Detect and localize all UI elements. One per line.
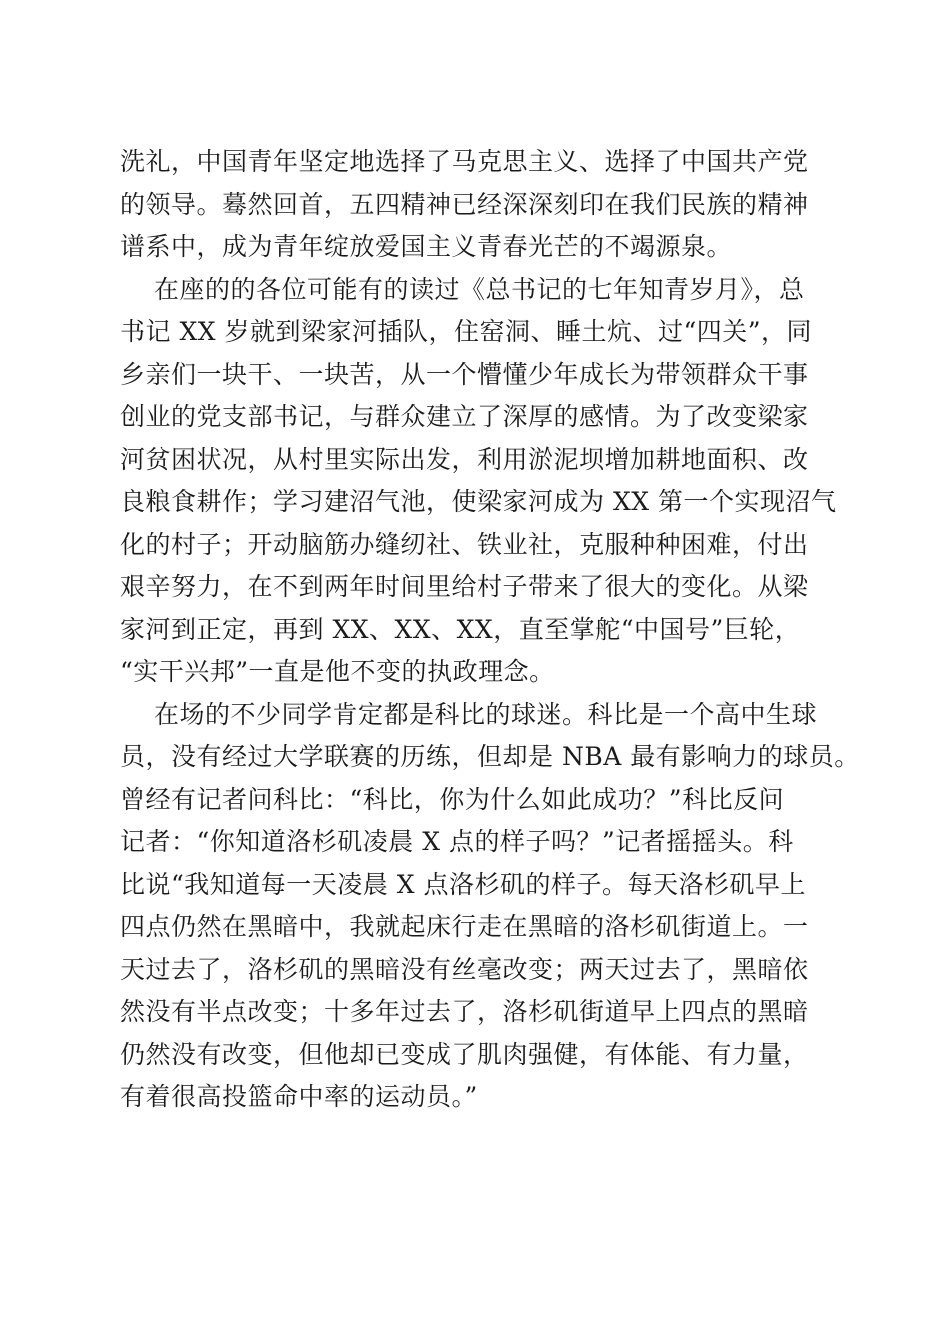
paragraph-3-line: 比说“我知道每一天凌晨 X 点洛杉矶的样子。每天洛杉矶早上 xyxy=(120,869,806,899)
paragraph-2-line: 创业的党支部书记，与群众建立了深厚的感情。为了改变梁家 xyxy=(120,402,809,431)
paragraph-2-line: 艰辛努力，在不到两年时间里给村子带来了很大的变化。从梁 xyxy=(120,572,809,601)
paragraph-1-line: 洗礼，中国青年坚定地选择了马克思主义、选择了中国共产党 xyxy=(120,147,809,176)
paragraph-3-line: 四点仍然在黑暗中，我就起床行走在黑暗的洛杉矶街道上。一 xyxy=(120,912,809,941)
paragraph-2-line: 化的村子；开动脑筋办缝纫社、铁业社，克服种种困难，付出 xyxy=(120,529,809,559)
paragraph-3-line: 仍然没有改变，但他却已变成了肌肉强健，有体能、有力量， xyxy=(120,1039,809,1069)
paragraph-2-line: 良粮食耕作；学习建沼气池，使梁家河成为 XX 第一个实现沼气 xyxy=(120,487,837,516)
paragraph-3-line: 记者：“你知道洛杉矶凌晨 X 点的样子吗？”记者摇摇头。科 xyxy=(120,827,794,856)
paragraph-3-line: 在场的不少同学肯定都是科比的球迷。科比是一个高中生球 xyxy=(154,699,818,729)
paragraph-3-line: 然没有半点改变；十多年过去了，洛杉矶街道早上四点的黑暗 xyxy=(120,997,809,1026)
paragraph-1-line: 谱系中，成为青年绽放爱国主义青春光芒的不竭源泉。 xyxy=(120,232,733,261)
paragraph-2-line: “实干兴邦”一直是他不变的执政理念。 xyxy=(120,657,555,686)
paragraph-2-line: 在座的的各位可能有的读过《总书记的七年知青岁月》，总 xyxy=(154,274,805,304)
paragraph-3-line: 曾经有记者问科比：“科比，你为什么如此成功？”科比反问 xyxy=(120,784,785,814)
paragraph-2-line: 河贫困状况，从村里实际出发，利用淤泥坝增加耕地面积、改 xyxy=(120,444,809,474)
paragraph-3-line: 天过去了，洛杉矶的黑暗没有丝毫改变；两天过去了，黑暗依 xyxy=(120,954,809,984)
paragraph-3-line: 员，没有经过大学联赛的历练，但却是 NBA 最有影响力的球员。 xyxy=(120,742,860,771)
document-body xyxy=(120,141,860,1119)
paragraph-2-line: 乡亲们一块干、一块苦，从一个懵懂少年成长为带领群众干事 xyxy=(120,359,809,389)
paragraph-2-line: 家河到正定，再到 XX、XX、XX，直至掌舵“中国号”巨轮， xyxy=(120,614,801,644)
paragraph-3-line: 有着很高投篮命中率的运动员。” xyxy=(120,1082,478,1111)
paragraph-1-line: 的领导。蓦然回首，五四精神已经深深刻印在我们民族的精神 xyxy=(120,189,809,219)
paragraph-2-line: 书记 XX 岁就到梁家河插队，住窑洞、睡土炕、过“四关”，同 xyxy=(120,317,813,346)
